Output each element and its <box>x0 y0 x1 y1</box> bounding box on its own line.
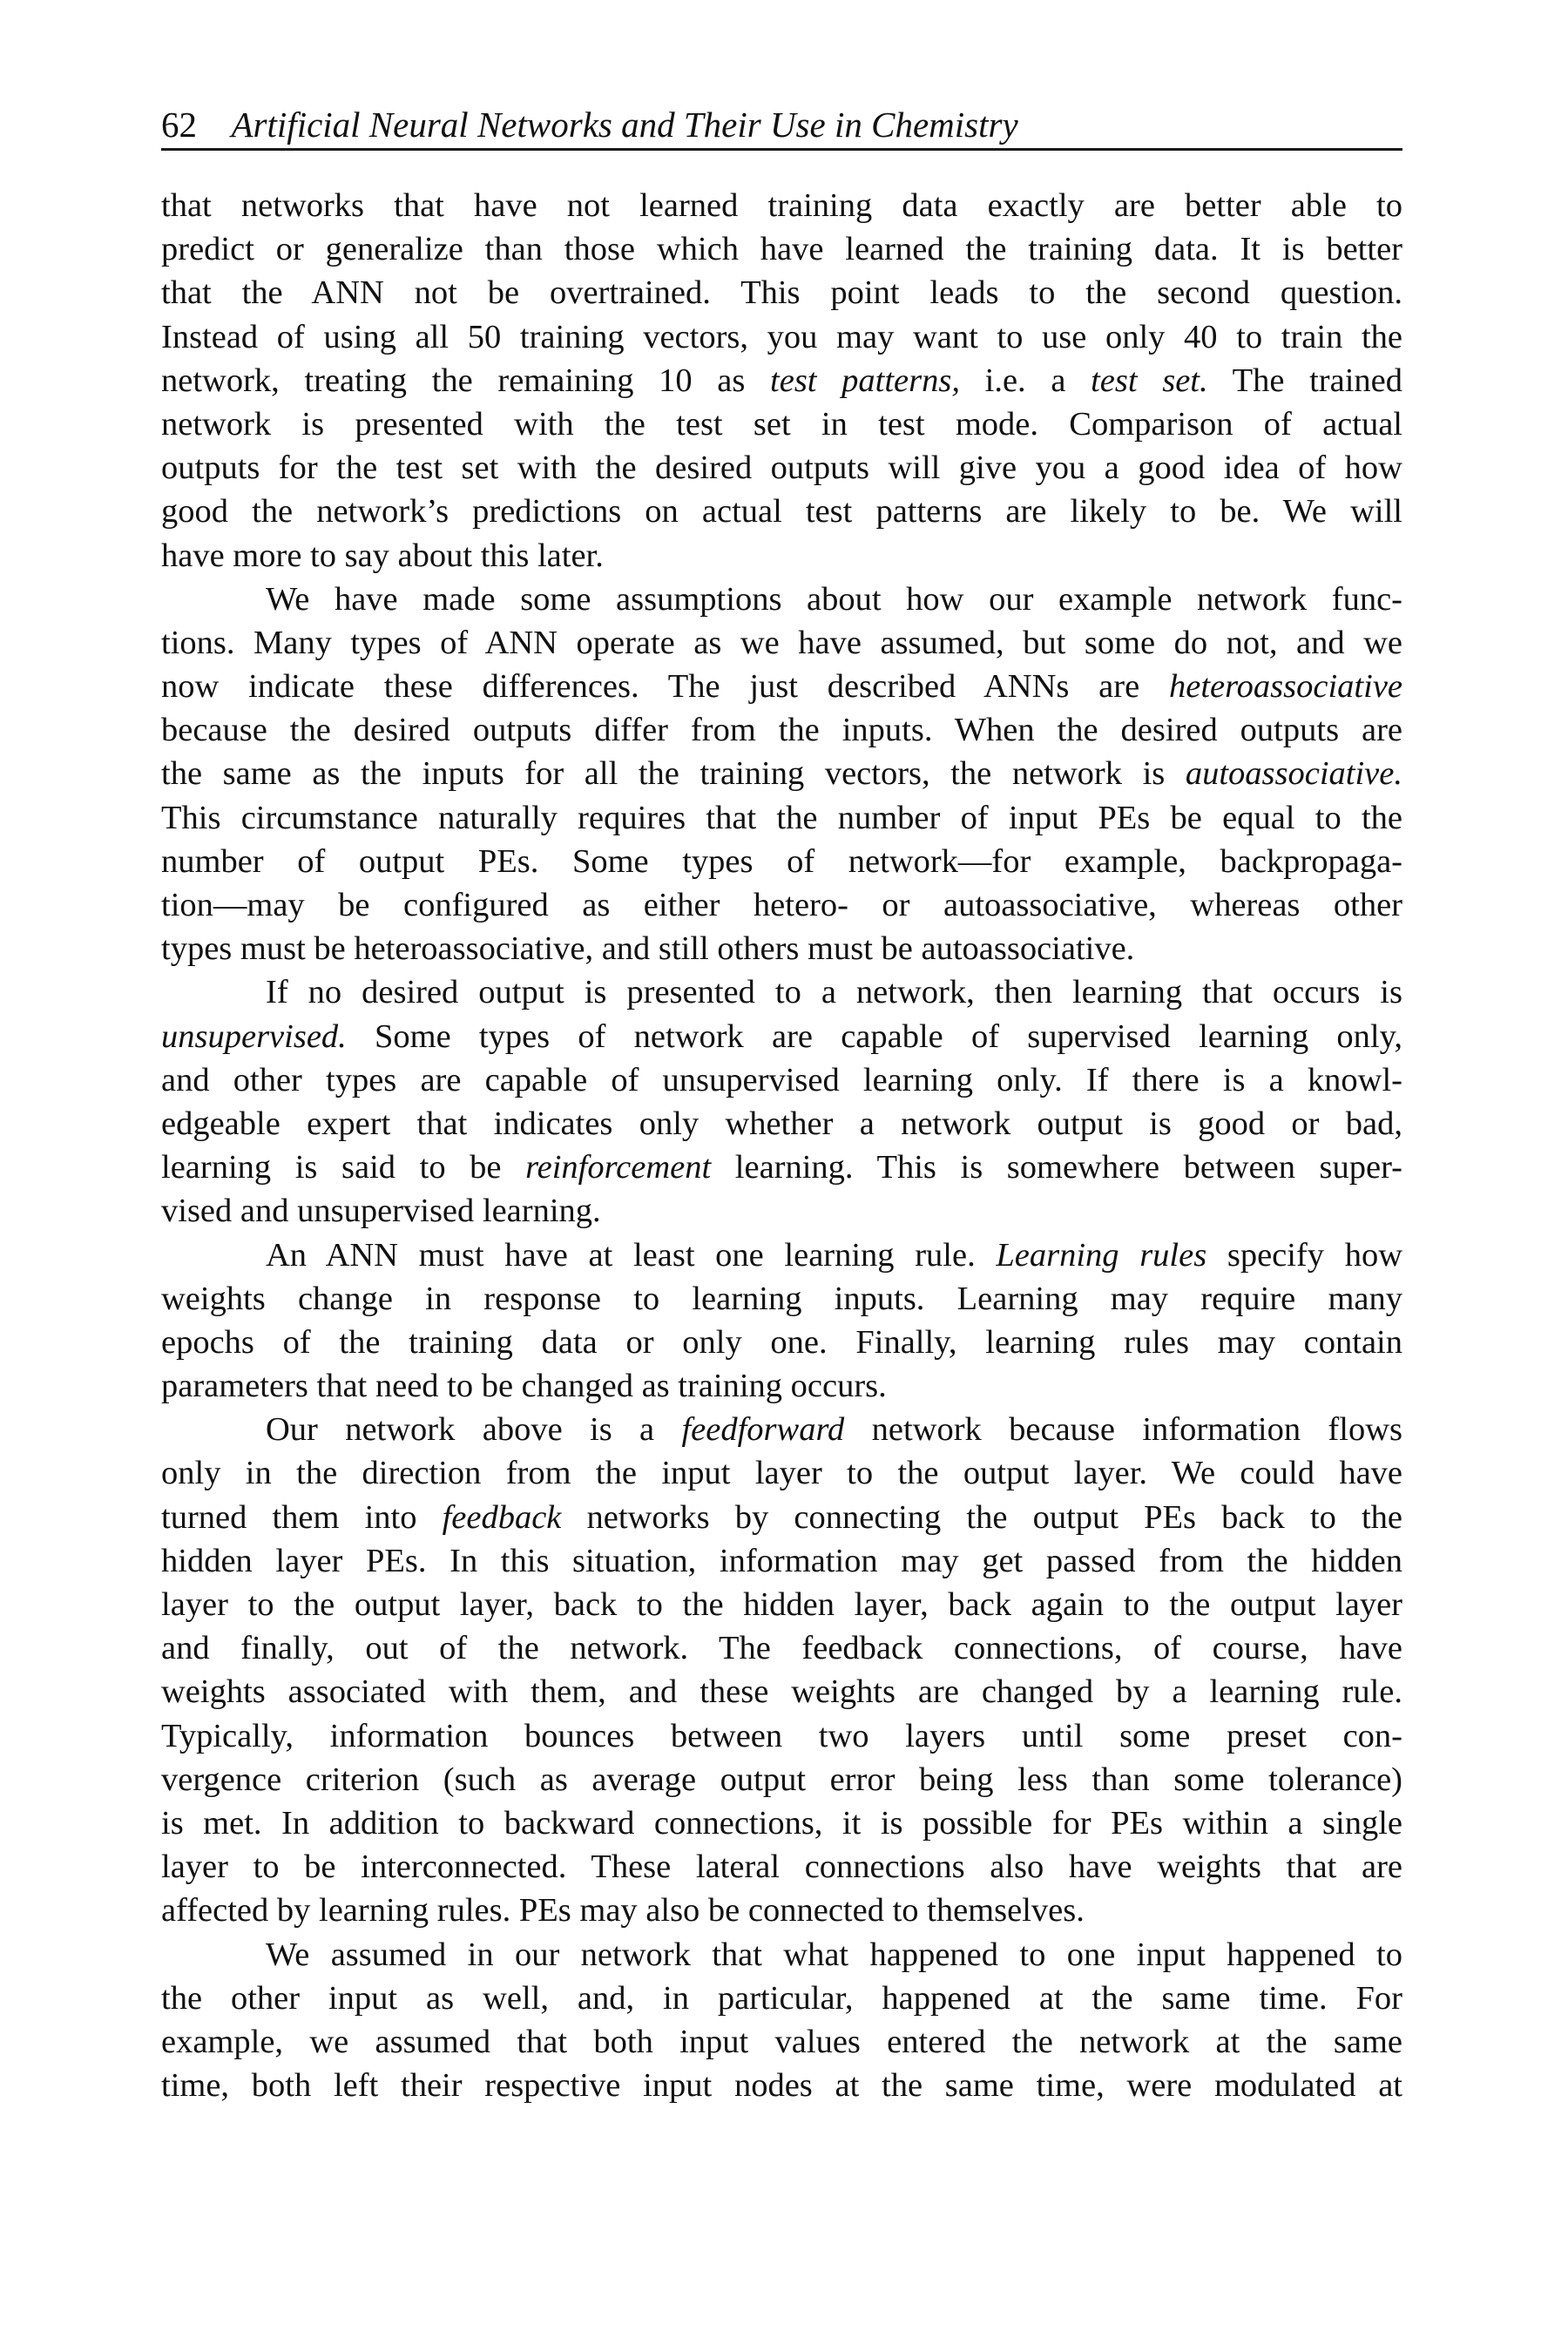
paragraph <box>161 1233 1402 1409</box>
text-line <box>161 315 1402 359</box>
text-line <box>161 534 1402 578</box>
text-run: Some types of network are capable of supervised learning only, <box>346 1017 1402 1055</box>
text-run: We have made some assumptions about how our example network func- <box>266 580 1402 618</box>
text-run: layer to be interconnected. These lateral connections also have weights that are <box>161 1848 1402 1886</box>
paragraph <box>161 578 1402 971</box>
text-run: types must be heteroassociative, and still others must be autoassociative. <box>161 930 1135 968</box>
text-run: outputs for the test set with the desired outputs will give you a good idea of how <box>161 449 1402 487</box>
text-run: Typically, information bounces between two layers until some preset con- <box>161 1717 1402 1754</box>
text-run: that the ANN not be overtrained. This point leads to the second question. <box>161 274 1402 312</box>
text-line <box>161 665 1402 708</box>
text-line <box>161 1977 1402 2020</box>
text-run: only in the direction from the input layer to the output layer. We could have <box>161 1455 1402 1492</box>
text-run: epochs of the training data or only one. Finally, learning rules may contain <box>161 1323 1402 1361</box>
text-line <box>161 1889 1402 1932</box>
text-run: the other input as well, and, in particular, happened at the same time. For <box>161 1979 1402 2017</box>
text-run: specify how <box>1206 1236 1402 1274</box>
text-line <box>161 1233 1402 1277</box>
text-run: weights associated with them, and these weights are changed by a learning rule. <box>161 1673 1402 1711</box>
text-line <box>161 1364 1402 1408</box>
text-line <box>161 1539 1402 1583</box>
text-run: now indicate these differences. The just described ANNs are <box>161 668 1169 706</box>
text-run: i.e. a <box>959 362 1092 399</box>
text-run: number of output PEs. Some types of network—for example, backpropaga- <box>161 842 1402 880</box>
text-run: tions. Many types of ANN operate as we have assumed, but some do not, and we <box>161 624 1402 661</box>
text-line <box>161 840 1402 883</box>
text-line <box>161 1146 1402 1189</box>
text-run: is met. In addition to backward connections, it is possible for PEs within a single <box>161 1804 1402 1842</box>
running-title: Artificial Neural Networks and Their Use in Chemistry <box>231 105 1018 145</box>
text-line <box>161 1626 1402 1670</box>
text-run: vised and unsupervised learning. <box>161 1193 601 1230</box>
text-line <box>161 752 1402 795</box>
text-run: learning. This is somewhere between super- <box>711 1149 1402 1186</box>
text-line <box>161 184 1402 227</box>
text-line <box>161 708 1402 752</box>
text-run: An ANN must have at least one learning rule. <box>266 1236 997 1274</box>
emphasized-term: reinforcement <box>525 1149 712 1186</box>
text-run: Our network above is a <box>266 1411 682 1449</box>
text-line <box>161 1714 1402 1758</box>
emphasized-term: test set. <box>1091 362 1208 399</box>
running-head <box>161 103 1402 151</box>
text-run: edgeable expert that indicates only whether a network output is good or bad, <box>161 1105 1402 1142</box>
text-line <box>161 883 1402 927</box>
text-line <box>161 1189 1402 1233</box>
text-run: example, we assumed that both input values entered the network at the same <box>161 2023 1402 2060</box>
text-line <box>161 1321 1402 1364</box>
text-run: parameters that need to be changed as training occurs. <box>161 1368 887 1405</box>
paragraph <box>161 184 1402 578</box>
emphasized-term: feedback <box>442 1498 562 1536</box>
text-run: and other types are capable of unsupervised learning only. If there is a knowl- <box>161 1061 1402 1098</box>
text-run: the same as the inputs for all the training vectors, the network is <box>161 755 1186 793</box>
page-number: 62 <box>161 105 197 145</box>
text-line <box>161 927 1402 970</box>
emphasized-term: autoassociative. <box>1185 755 1402 793</box>
text-run: turned them into <box>161 1498 443 1536</box>
text-run: The trained <box>1207 362 1402 399</box>
text-line <box>161 578 1402 621</box>
emphasized-term: unsupervised. <box>161 1017 347 1055</box>
text-run: This circumstance naturally requires that the number of input PEs be equal to the <box>161 799 1402 836</box>
body-text <box>161 184 1402 2107</box>
text-run: and finally, out of the network. The feedback connections, of course, have <box>161 1630 1402 1667</box>
text-line <box>161 2020 1402 2064</box>
book-page <box>161 103 1402 2107</box>
text-line <box>161 1058 1402 1102</box>
text-line <box>161 1933 1402 1977</box>
text-line <box>161 1015 1402 1058</box>
text-line <box>161 1496 1402 1539</box>
text-line <box>161 1758 1402 1801</box>
text-run: tion—may be configured as either hetero- or autoassociative, whereas other <box>161 887 1402 923</box>
text-line <box>161 796 1402 840</box>
text-run: network, treating the remaining 10 as <box>161 362 771 399</box>
text-line <box>161 271 1402 314</box>
text-run: layer to the output layer, back to the hidden layer, back again to the output layer <box>161 1586 1402 1623</box>
text-line <box>161 970 1402 1014</box>
text-run: If no desired output is presented to a network, then learning that occurs is <box>266 974 1402 1011</box>
text-run: learning is said to be <box>161 1149 526 1186</box>
paragraph <box>161 1933 1402 2108</box>
text-line <box>161 490 1402 533</box>
paragraph <box>161 970 1402 1233</box>
text-line <box>161 1451 1402 1495</box>
text-run: Instead of using all 50 training vectors, you may want to use only 40 to train the <box>161 318 1402 355</box>
text-run: We assumed in our network that what happened to one input happened to <box>266 1936 1402 1973</box>
text-line <box>161 227 1402 271</box>
text-run: network because information flows <box>844 1411 1402 1449</box>
text-line <box>161 1277 1402 1321</box>
text-line <box>161 446 1402 490</box>
emphasized-term: test patterns, <box>770 362 960 399</box>
text-line <box>161 1102 1402 1146</box>
text-run: affected by learning rules. PEs may also be connected to themselves. <box>161 1892 1085 1930</box>
text-line <box>161 621 1402 665</box>
text-run: that networks that have not learned training data exactly are better able to <box>161 187 1402 224</box>
emphasized-term: Learning rules <box>996 1236 1207 1274</box>
text-line <box>161 1670 1402 1713</box>
text-run: time, both left their respective input nodes at the same time, were modulated at <box>161 2067 1402 2105</box>
text-line <box>161 1583 1402 1626</box>
emphasized-term: feedforward <box>681 1411 845 1449</box>
text-run: networks by connecting the output PEs back to the <box>561 1498 1403 1536</box>
text-line <box>161 402 1402 446</box>
paragraph <box>161 1408 1402 1932</box>
text-line <box>161 1801 1402 1845</box>
emphasized-term: heteroassociative <box>1169 668 1402 706</box>
text-run: vergence criterion (such as average output error being less than some tolerance) <box>161 1761 1402 1798</box>
text-line <box>161 2064 1402 2107</box>
text-run: good the network’s predictions on actual test patterns are likely to be. We will <box>161 493 1402 531</box>
text-run: weights change in response to learning inputs. Learning may require many <box>161 1280 1402 1317</box>
text-line <box>161 1408 1402 1451</box>
text-run: have more to say about this later. <box>161 537 604 574</box>
text-run: network is presented with the test set in test mode. Comparison of actual <box>161 405 1402 443</box>
text-run: hidden layer PEs. In this situation, information may get passed from the hidden <box>161 1542 1402 1579</box>
text-run: predict or generalize than those which have learned the training data. It is better <box>161 231 1402 268</box>
text-line <box>161 359 1402 402</box>
text-line <box>161 1845 1402 1889</box>
text-run: because the desired outputs differ from the inputs. When the desired outputs are <box>161 712 1402 749</box>
